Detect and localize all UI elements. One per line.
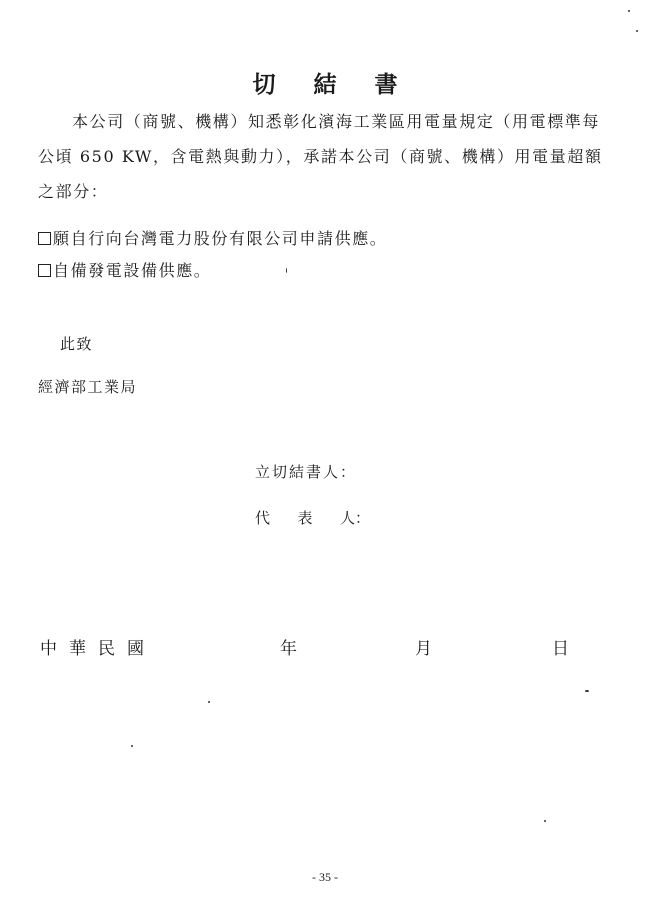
representative-colon: ： bbox=[355, 509, 371, 527]
scan-speck bbox=[628, 10, 630, 12]
addressee: 經濟部工業局 bbox=[38, 378, 138, 396]
representative-line bbox=[255, 507, 370, 528]
scan-speck bbox=[544, 820, 546, 822]
date-row bbox=[0, 634, 650, 660]
date-month: 月 bbox=[415, 639, 432, 659]
representative-label: 代表人 bbox=[255, 509, 355, 527]
checkbox-self-generation[interactable] bbox=[38, 264, 51, 277]
scan-speck bbox=[286, 268, 287, 273]
declaration-paragraph: 本公司（商號、機構）知悉彰化濱海工業區用電量規定（用電標準每公頃 650 KW，含電熱與動力），承諾本公司（商號、機構）用電量超額之部分： bbox=[38, 112, 603, 201]
page-number: - 35 - bbox=[312, 870, 338, 884]
salutation: 此致 bbox=[60, 335, 94, 353]
date-day: 日 bbox=[552, 639, 569, 659]
option-list bbox=[38, 222, 612, 286]
scan-speck bbox=[131, 745, 133, 747]
date-roc: 中華民國 bbox=[40, 639, 156, 659]
option-taipower[interactable] bbox=[38, 222, 612, 254]
scan-speck bbox=[585, 690, 589, 692]
signer-label: 立切結書人： bbox=[255, 463, 358, 481]
date-year: 年 bbox=[280, 639, 297, 659]
checkbox-taipower[interactable] bbox=[38, 232, 51, 245]
option-self-generation-label: 自備發電設備供應。 bbox=[53, 260, 212, 280]
scan-speck bbox=[208, 701, 210, 703]
option-self-generation[interactable] bbox=[38, 254, 612, 286]
option-taipower-label: 願自行向台灣電力股份有限公司申請供應。 bbox=[53, 228, 388, 248]
scan-speck bbox=[636, 30, 638, 32]
document-title: 切結書 bbox=[252, 71, 436, 98]
